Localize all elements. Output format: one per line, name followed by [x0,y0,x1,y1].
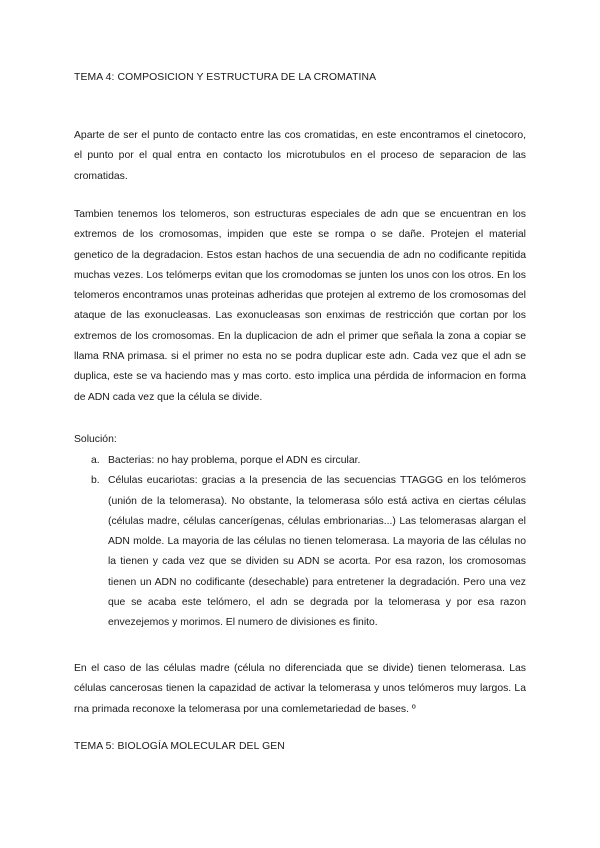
paragraph-celulas-madre: En el caso de las células madre (célula no diferenciada que se divide) tienen telomerasa. Las células cancerosas tienen la capazidad de activar la telomerasa y unos telómeros muy largos. La rna primada reconoxe la telomerasa por una comlemetariedad de bases. º [74,663,526,715]
paragraph-telomeros: Tambien tenemos los telomeros, son estructuras especiales de adn que se encuentran en los extremos de los cromosomas, impiden que este se rompa o se dañe. Protejen el material genetico de la degradacion. Estos estan hachos de una secuendia de adn no codificante repitida muchas vezes. Los telómerps evitan que los cromodomas se junten los unos con los otros. En los telomeros encontramos unas proteinas adheridas que protejen al extremo de los cromosomas del ataque de las exonucleasas. Las exonucleasas son enximas de restricción que cortan por los extremos de los cromosomas. En la duplicacion de adn el primer que señala la zona a copiar se llama RNA primasa. si el primer no esta no se podra duplicar este adn. Cada vez que el adn se duplica, este se va haciendo mas y mas corto. esto implica una pérdida de informacion en forma de ADN cada vez que la célula se divide. [74,209,526,403]
paragraph-cinetocoro: Aparte de ser el punto de contacto entre las cos cromatidas, en este encontramos el cinetocoro, el punto por el qual entra en contacto los microtubulos en el proceso de separacion de las cromatidas. [74,130,526,182]
section-title: TEMA 4: COMPOSICION Y ESTRUCTURA DE LA CROMATINA [74,72,377,83]
solution-list [74,451,526,634]
list-item-text: Bacterias: no hay problema, porque el ADN es circular. [108,455,361,466]
list-item [74,471,526,633]
solution-label: Solución: [74,434,117,445]
list-marker: b. [91,475,100,487]
list-marker: a. [91,455,100,466]
list-item-text: Células eucariotas: gracias a la presencia de las secuencias TTAGGG en los telómeros (unión de la telomerasa). No obstante, la telomerasa sólo está activa en ciertas células (células madre, células cancerígenas, células embrionarias...) Las telomerasas alargan el ADN molde. La mayoria de las células no tienen telomerasa. La mayoria de las células no la tienen y cada vez que se dividen su ADN se acorta. Por esa razon, los cromosomas tienen un ADN no codificante (desechable) para entretener la degradación. Pero una vez que se acaba este telómero, el adn se degrada por la telomerasa y por esa razon envezejemos y morimos. El numero de divisiones es finito. [108,475,526,629]
list-item [74,451,526,471]
next-section-title: TEMA 5: BIOLOGÍA MOLECULAR DEL GEN [74,741,285,752]
